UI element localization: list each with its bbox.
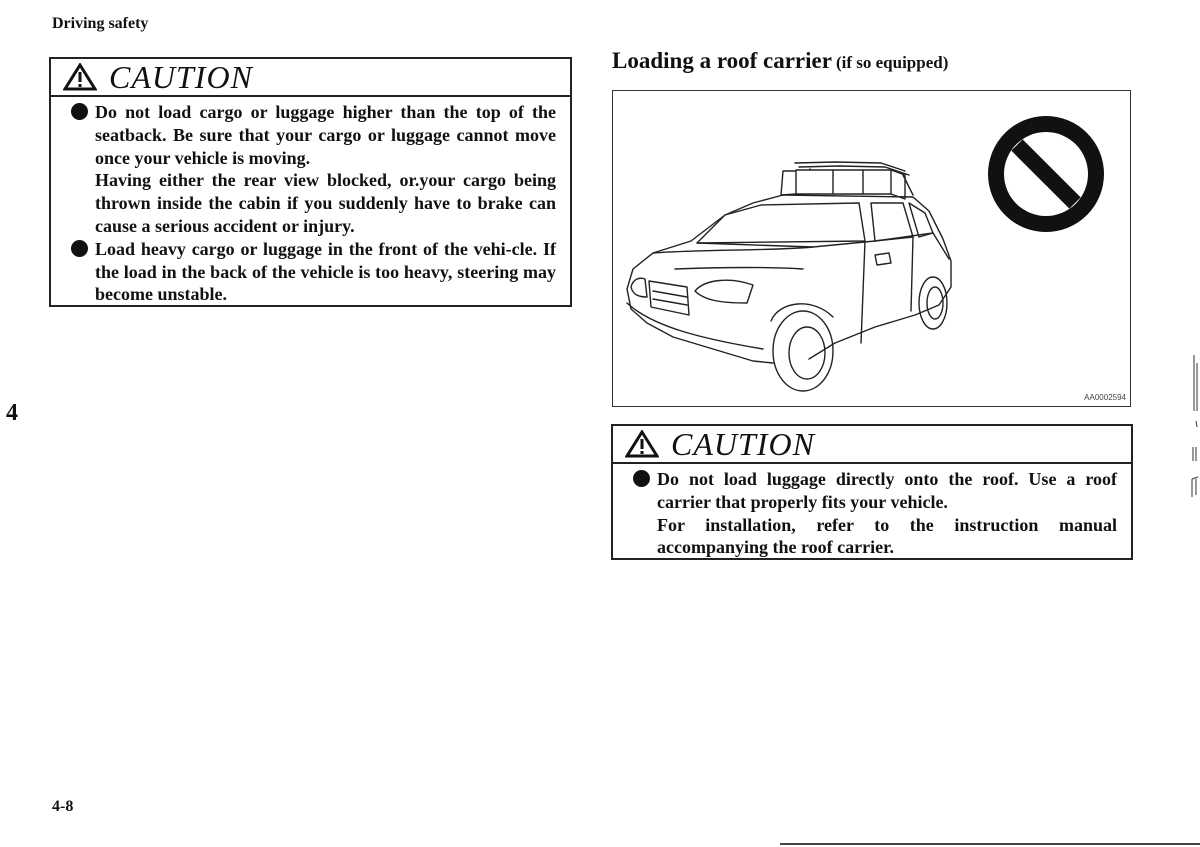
caution-paragraph: Do not load cargo or luggage higher than the top of the seatback. Be sure that your cargo or luggage cannot move once your vehicle is moving. <box>95 102 556 168</box>
caution-item <box>71 101 556 238</box>
roof-carrier-illustration <box>612 90 1131 407</box>
chapter-number: 4 <box>6 400 18 426</box>
prohibition-sign-icon <box>988 116 1104 232</box>
edge-scan-marks <box>1176 355 1200 505</box>
caution-paragraph: Having either the rear view blocked, or.your cargo being thrown inside the cabin if you suddenly have to brake can cause a serious accident or injury. <box>95 170 556 236</box>
bullet-icon <box>71 103 88 120</box>
caution-body <box>51 97 570 310</box>
section-title-qualifier: (if so equipped) <box>835 53 949 72</box>
caution-box-cargo <box>49 57 572 307</box>
caution-box-roof <box>611 424 1133 560</box>
warning-triangle-icon <box>625 430 659 458</box>
caution-paragraph: For installation, refer to the instruction manual accompanying the roof carrier. <box>657 514 1117 558</box>
section-title <box>612 48 948 74</box>
caution-body <box>613 464 1131 563</box>
bullet-icon <box>633 470 650 487</box>
bottom-rule <box>780 843 1200 845</box>
bullet-icon <box>71 240 88 257</box>
caution-header <box>51 59 570 97</box>
caution-paragraph: Do not load luggage directly onto the roof. Use a roof carrier that properly fits your vehicle. <box>657 469 1117 512</box>
caution-header <box>613 426 1131 464</box>
section-title-main: Loading a roof carrier <box>612 48 832 73</box>
caution-item <box>71 238 556 306</box>
page-number: 4-8 <box>52 798 74 815</box>
figure-code: AA0002594 <box>1084 393 1126 402</box>
caution-paragraph: Load heavy cargo or luggage in the front of the vehi-cle. If the load in the back of the vehicle is too heavy, steering may become unstable. <box>95 238 556 305</box>
caution-title: CAUTION <box>109 58 253 95</box>
warning-triangle-icon <box>63 63 97 91</box>
running-header: Driving safety <box>52 15 149 32</box>
car-with-roof-luggage <box>613 91 1132 408</box>
caution-item <box>633 468 1117 559</box>
caution-title: CAUTION <box>671 425 815 462</box>
